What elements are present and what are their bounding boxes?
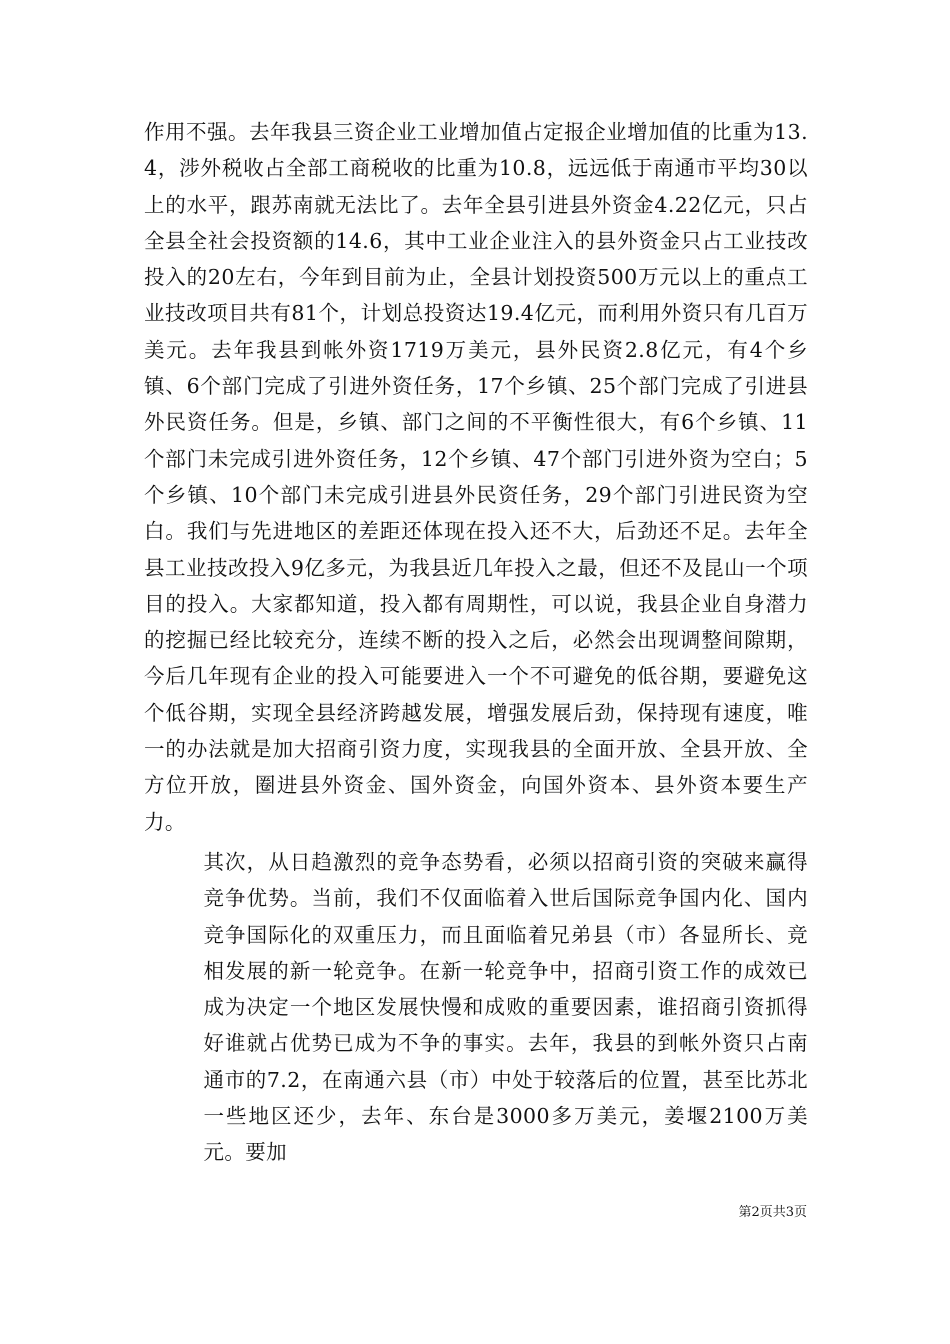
- page-number-footer: 第2页共3页: [738, 1205, 807, 1220]
- document-body: [144, 114, 808, 1171]
- body-paragraph: 作用不强。去年我县三资企业工业增加值占定报企业增加值的比重为13.4，涉外税收占全部工商税收的比重为10.8，远远低于南通市平均30以上的水平，跟苏南就无法比了。去年全县引进县外资金4.22亿元，只占全县全社会投资额的14.6，其中工业企业注入的县外资金只占工业技改投入的20左右，今年到目前为止，全县计划投资500万元以上的重点工业技改项目共有81个，计划总投资达19.4亿元，而利用外资只有几百万美元。去年我县到帐外资1719万美元，县外民资2.8亿元，有4个乡镇、6个部门完成了引进外资任务，17个乡镇、25个部门完成了引进县外民资任务。但是，乡镇、部门之间的不平衡性很大，有6个乡镇、11个部门未完成引进外资任务，12个乡镇、47个部门引进外资为空白；5个乡镇、10个部门未完成引进县外民资任务，29个部门引进民资为空白。我们与先进地区的差距还体现在投入还不大，后劲还不足。去年全县工业技改投入9亿多元，为我县近几年投入之最，但还不及昆山一个项目的投入。大家都知道，投入都有周期性，可以说，我县企业自身潜力的挖掘已经比较充分，连续不断的投入之后，必然会出现调整间隙期，今后几年现有企业的投入可能要进入一个不可避免的低谷期，要避免这个低谷期，实现全县经济跨越发展，增强发展后劲，保持现有速度，唯一的办法就是加大招商引资力度，实现我县的全面开放、全县开放、全方位开放，圈进县外资金、国外资金，向国外资本、县外资本要生产力。: [144, 120, 808, 834]
- body-paragraph: 其次，从日趋激烈的竞争态势看，必须以招商引资的突破来赢得竞争优势。当前，我们不仅面临着入世后国际竞争国内化、国内竞争国际化的双重压力，而且面临着兄弟县（市）各显所长、竞相发展的新一轮竞争。在新一轮竞争中，招商引资工作的成效已成为决定一个地区发展快慢和成败的重要因素，谁招商引资抓得好谁就占优势已成为不争的事实。去年，我县的到帐外资只占南通市的7.2，在南通六县（市）中处于较落后的位置，甚至比苏北一些地区还少，去年、东台是3000多万美元，姜堰2100万美元。要加: [203, 849, 808, 1165]
